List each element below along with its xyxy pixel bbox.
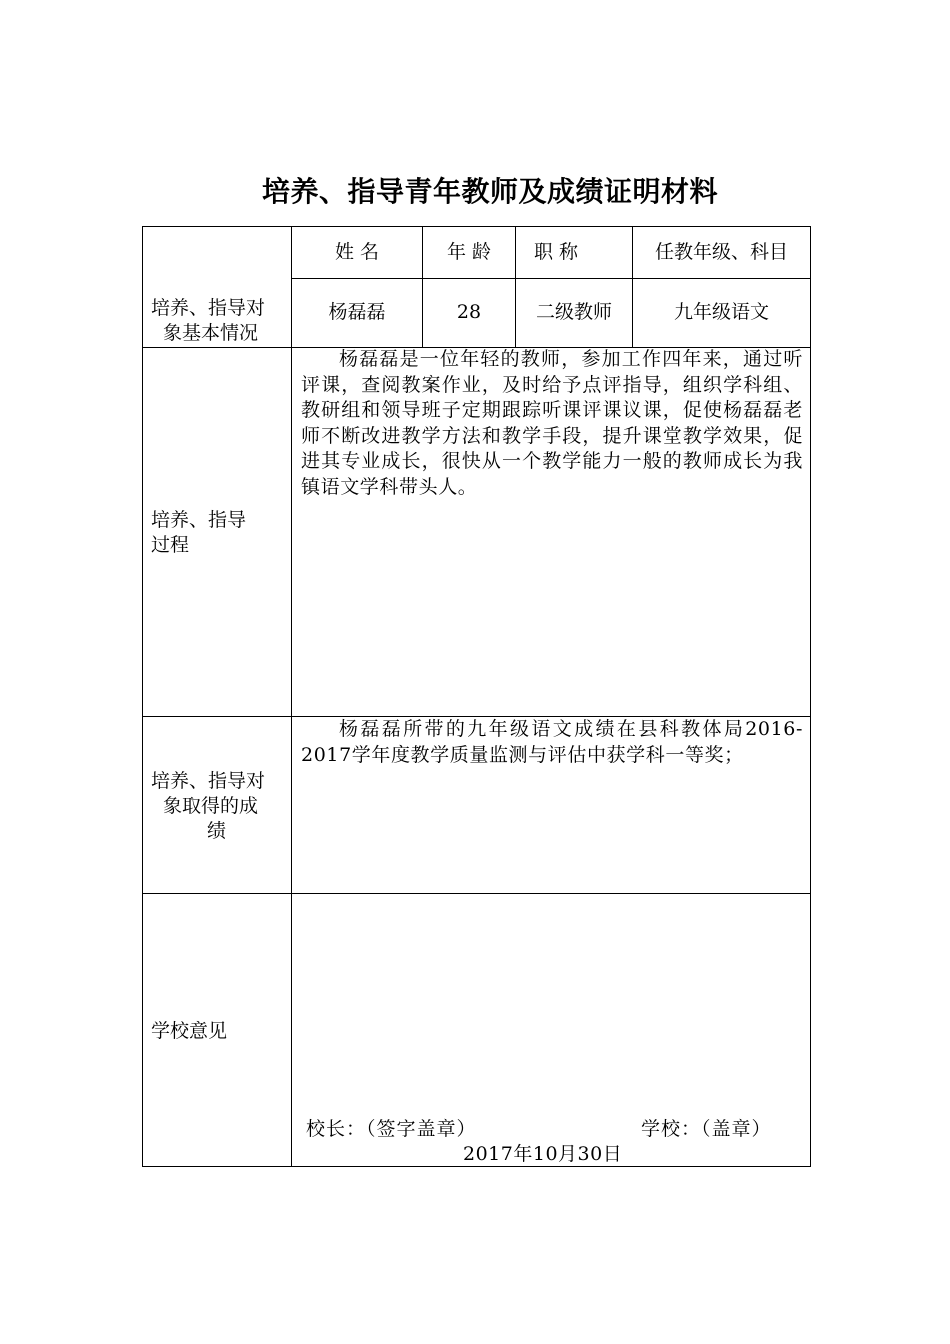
principal-signature: 校长：（签字盖章） (306, 1118, 477, 1140)
header-title: 职 称 (533, 241, 579, 263)
header-age: 年 龄 (446, 241, 492, 263)
process-label-line1: 培养、指导 (151, 509, 247, 531)
page-title: 培养、指导青年教师及成绩证明材料 (262, 175, 719, 208)
value-age: 28 (456, 301, 482, 323)
achievement-paragraph: 杨磊磊所带的九年级语文成绩在县科教体局2016-2017学年度教学质量监测与评估中获学科一等奖； (301, 718, 803, 766)
header-row-divider (291, 278, 810, 279)
process-label (151, 508, 246, 558)
value-name: 杨磊磊 (328, 301, 386, 323)
process-paragraph: 杨磊磊是一位年轻的教师，参加工作四年来，通过听评课，查阅教案作业，及时给予点评指导，组织学科组、教研组和领导班子定期跟踪听课评课议课，促使杨磊磊老师不断改进教学方法和教学手段，提升课堂教学效果，促进其专业成长，很快从一个教学能力一般的教师成长为我镇语文学科带头人。 (301, 348, 803, 498)
column-divider (291, 227, 292, 1166)
value-title: 二级教师 (535, 301, 612, 323)
basic-info-label-line2: 象基本情况 (163, 322, 259, 344)
header-name: 姓 名 (334, 241, 380, 263)
achievement-label-line2: 象取得的成 (163, 795, 259, 817)
row-divider-3 (143, 893, 810, 894)
form-table (142, 226, 811, 1167)
school-seal: 学校：（盖章） (641, 1118, 772, 1140)
value-grade-subject: 九年级语文 (673, 301, 769, 323)
header-grade-subject: 任教年级、科目 (654, 241, 788, 263)
sign-date: 2017年10月30日 (463, 1143, 623, 1165)
school-opinion-label: 学校意见 (151, 1020, 228, 1042)
achievement-label-line3: 绩 (207, 820, 227, 842)
process-label-line2: 过程 (151, 534, 190, 556)
achievement-label-line1: 培养、指导对 (151, 770, 266, 792)
basic-info-label-line1: 培养、指导对 (151, 297, 266, 319)
achievement-label (151, 769, 265, 844)
basic-info-label (151, 296, 265, 346)
